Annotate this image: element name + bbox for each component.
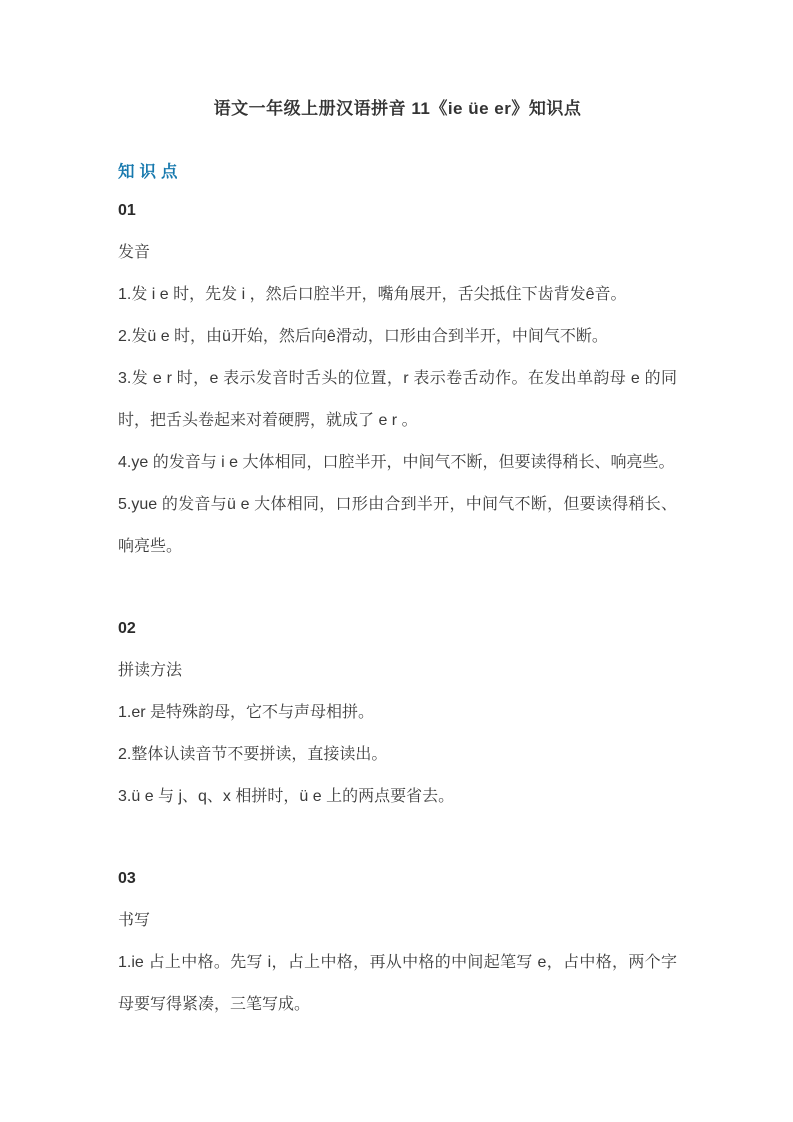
section-subtitle: 拼读方法 [118,662,183,679]
paragraph: 4.ye 的发音与 i e 大体相同，口腔半开，中间气不断，但要读得稍长、响亮些。 [118,454,675,471]
paragraph: 1.ie 占上中格。先写 i，占上中格，再从中格的中间起笔写 e，占中格，两个字母要写得紧凑，三笔写成。 [118,954,677,1013]
section-number: 02 [118,620,136,637]
paragraph: 3.发 e r 时，e 表示发音时舌头的位置，r 表示卷舌动作。在发出单韵母 e 的同时，把舌头卷起来对着硬腭，就成了 e r 。 [118,370,677,429]
section-writing [118,858,677,1026]
paragraph: 2.发ü e 时，由ü开始，然后向ê滑动，口形由合到半开，中间气不断。 [118,328,608,345]
page-title: 语文一年级上册汉语拼音 11《ie üe er》知识点 [213,99,582,118]
section-number: 01 [118,202,136,219]
section-subtitle: 发音 [118,244,151,261]
paragraph: 1.er 是特殊韵母，它不与声母相拼。 [118,704,375,721]
section-subtitle: 书写 [118,912,151,929]
section-pronunciation [118,190,677,568]
section-number: 03 [118,870,136,887]
knowledge-points-heading: 知识点 [118,163,183,181]
paragraph: 5.yue 的发音与ü e 大体相同，口形由合到半开，中间气不断，但要读得稍长、响亮些。 [118,496,677,555]
paragraph: 1.发 i e 时，先发 i ，然后口腔半开，嘴角展开，舌尖抵住下齿背发ê音。 [118,286,627,303]
paragraph: 3.ü e 与 j、q、x 相拼时，ü e 上的两点要省去。 [118,788,455,805]
section-spelling-method [118,608,677,818]
paragraph: 2.整体认读音节不要拼读，直接读出。 [118,746,388,763]
